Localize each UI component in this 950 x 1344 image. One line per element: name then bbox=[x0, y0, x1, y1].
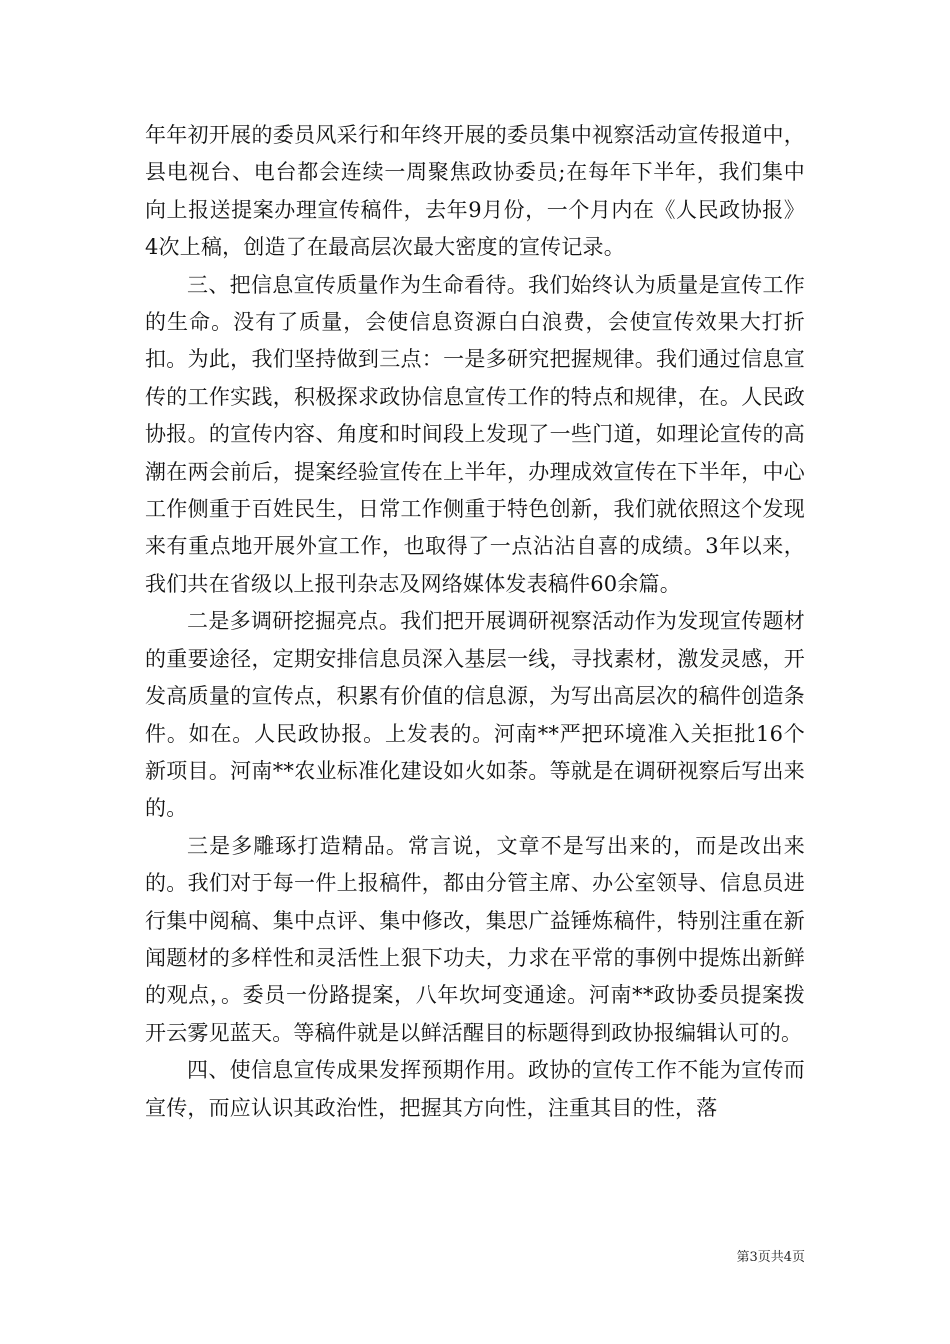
paragraph-4: 三是多雕琢打造精品。常言说，文章不是写出来的，而是改出来的。我们对于每一件上报稿件，都由分管主席、办公室领导、信息员进行集中阅稿、集中点评、集中修改，集思广益锤炼稿件，特别注重在新闻题材的多样性和灵活性上狠下功夫，力求在平常的事例中提炼出新鲜的观点，。委员一份路提案，八年坎坷变通途。河南**政协委员提案拨开云雾见蓝天。等稿件就是以鲜活醒目的标题得到政协报编辑认可的。 bbox=[145, 833, 805, 1045]
paragraph-2: 三、把信息宣传质量作为生命看待。我们始终认为质量是宣传工作的生命。没有了质量，会使信息资源白白浪费，会使宣传效果大打折扣。为此，我们坚持做到三点：一是多研究把握规律。我们通过信息宣传的工作实践，积极探求政协信息宣传工作的特点和规律，在。人民政协报。的宣传内容、角度和时间段上发现了一些门道，如理论宣传的高潮在两会前后，提案经验宣传在上半年，办理成效宣传在下半年，中心工作侧重于百姓民生，日常工作侧重于特色创新，我们就依照这个发现来有重点地开展外宣工作，也取得了一点沾沾自喜的成绩。3年以来，我们共在省级以上报刊杂志及网络媒体发表稿件60余篇。 bbox=[145, 272, 805, 596]
document-body bbox=[145, 117, 805, 1127]
paragraph-3: 二是多调研挖掘亮点。我们把开展调研视察活动作为发现宣传题材的重要途径，定期安排信息员深入基层一线，寻找素材，激发灵感，开发高质量的宣传点，积累有价值的信息源，为写出高层次的稿件创造条件。如在。人民政协报。上发表的。河南**严把环境准入关拒批16个新项目。河南**农业标准化建设如火如荼。等就是在调研视察后写出来的。 bbox=[145, 609, 805, 821]
page-number-footer: 第3页共4页 bbox=[736, 1250, 805, 1265]
paragraph-5: 四、使信息宣传成果发挥预期作用。政协的宣传工作不能为宣传而宣传，而应认识其政治性，把握其方向性，注重其目的性，落 bbox=[145, 1058, 805, 1120]
paragraph-1: 年年初开展的委员风采行和年终开展的委员集中视察活动宣传报道中，县电视台、电台都会连续一周聚焦政协委员;在每年下半年，我们集中向上报送提案办理宣传稿件，去年9月份，一个月内在《人民政协报》4次上稿，创造了在最高层次最大密度的宣传记录。 bbox=[145, 123, 805, 260]
